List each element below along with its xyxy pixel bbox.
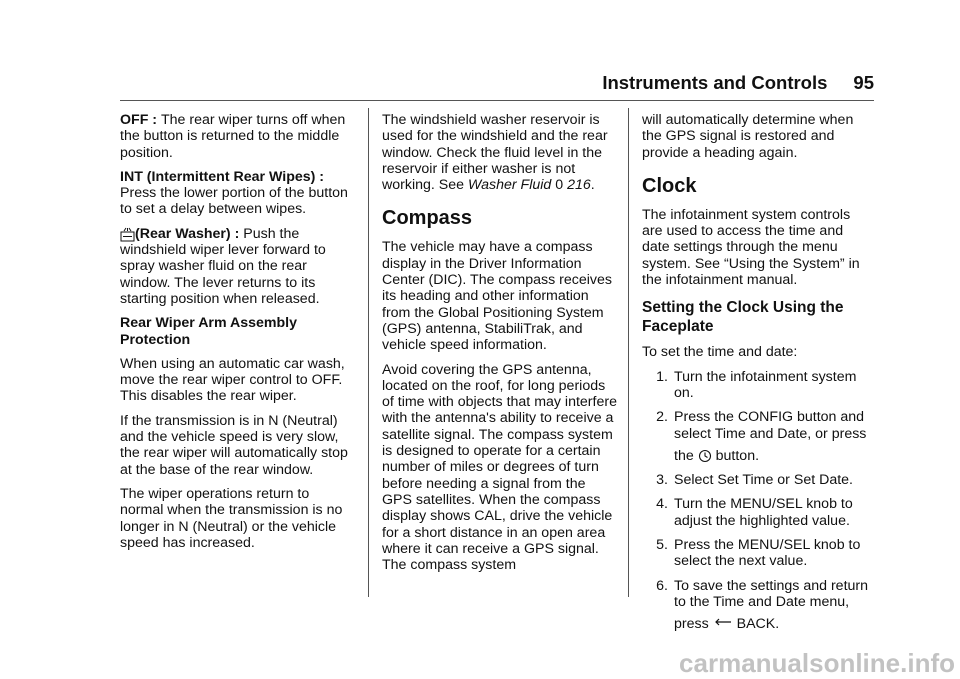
back-arrow-icon <box>713 618 733 630</box>
neutral-paragraph: If the transmission is in N (Neutral) and the vehicle speed is very slow, the rear wiper will automatically stop at the base of the rear window. <box>120 412 348 478</box>
column-1 <box>120 112 356 559</box>
list-item: 3. Select Set Time or Set Date. <box>656 472 853 489</box>
page-header <box>600 72 874 94</box>
list-item: 6. To save the settings and return to the Time and Date menu, press BACK. <box>656 577 869 633</box>
wiper-return-paragraph: The wiper operations return to normal when the transmission is no longer in N (Neutral) or the vehicle speed has increased. <box>120 485 343 551</box>
off-label: OFF : <box>120 112 161 128</box>
clock-paragraph: The infotainment system controls are used to access the time and date settings through the menu system. See “Using the System” in the infotainment manual. <box>642 206 860 289</box>
protection-heading: Rear Wiper Arm Assembly Protection <box>120 315 298 348</box>
int-label: INT (Intermittent Rear Wipes) : <box>120 168 325 185</box>
steps-intro: To set the time and date: <box>642 344 798 361</box>
car-wash-paragraph: When using an automatic car wash, move the rear wiper control to OFF. This disables the rear wiper. <box>120 355 345 405</box>
clock-heading: Clock <box>642 174 697 197</box>
ref-period: . <box>590 177 595 194</box>
list-item: 4. Turn the MENU/SEL knob to adjust the highlighted value. <box>656 496 853 529</box>
header-divider <box>120 100 874 101</box>
clock-icon <box>698 449 712 463</box>
compass-heading: Compass <box>382 207 473 230</box>
page-number: 95 <box>853 72 874 93</box>
column-divider-1 <box>368 108 369 597</box>
page-ref-arrow-icon: 0 <box>555 177 564 194</box>
off-paragraph <box>120 112 356 161</box>
int-text: Press the lower portion of the button to set a delay between wipes. <box>120 185 348 218</box>
washer-fluid-page[interactable]: 216 <box>567 177 591 194</box>
column-divider-2 <box>628 108 629 597</box>
faceplate-heading: Setting the Clock Using the Faceplate <box>642 299 844 336</box>
compass-paragraph-2: Avoid covering the GPS antenna, located on the roof, for long periods of time with objects that may interfere with the antenna's ability to receive a satellite signal. The compass system is designed to operate for a certain number of miles or degrees of turn before needing a signal from the GPS satellites. When the compass display shows CAL, drive the vehicle for a short distance in an open area where it can receive a GPS signal. The compass system <box>382 361 617 574</box>
reservoir-text: The windshield washer reservoir is used for the windshield and the rear window. Check the fluid level in the reservoir if either washer is not working. See <box>382 112 608 194</box>
section-title: Instruments and Controls <box>602 72 828 93</box>
list-item: 5. Press the MENU/SEL knob to select the next value. <box>656 537 861 570</box>
rear-washer-icon <box>120 227 135 242</box>
column-3 <box>642 112 874 641</box>
off-text: The rear wiper turns off when the button is returned to the middle position. <box>120 112 346 161</box>
compass-continued-paragraph: will automatically determine when the GPS signal is restored and provide a heading again. <box>642 112 854 161</box>
reservoir-paragraph <box>382 112 618 193</box>
washer-text: Push the windshield wiper lever forward to spray washer fluid on the rear window. The lever returns to its starting position when released. <box>120 225 326 307</box>
clock-steps-list <box>642 369 874 633</box>
washer-paragraph <box>120 226 356 307</box>
list-item: 1. Turn the infotainment system on. <box>656 368 857 401</box>
list-item: 2. Press the CONFIG button and select Time and Date, or press the button. <box>656 409 867 464</box>
watermark: carmanualsonline.info <box>679 648 955 678</box>
int-paragraph <box>120 169 356 218</box>
washer-label: (Rear Washer) : <box>135 225 244 242</box>
washer-fluid-link[interactable]: Washer Fluid <box>467 177 552 194</box>
column-2 <box>382 112 618 581</box>
compass-paragraph-1: The vehicle may have a compass display in the Driver Information Center (DIC). The compass receives its heading and other information from the Global Positioning System (GPS) antenna, StabiliTrak, and vehicle speed information. <box>382 239 612 354</box>
